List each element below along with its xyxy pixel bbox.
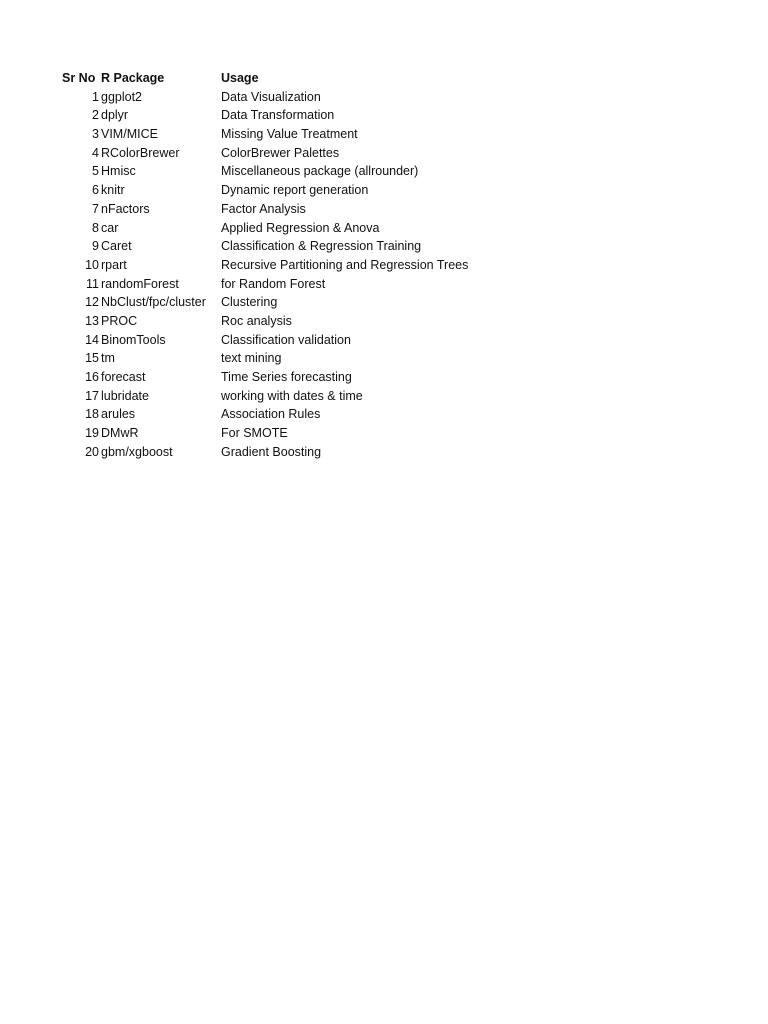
row-package: PROC bbox=[101, 313, 138, 328]
row-package: randomForest bbox=[101, 276, 179, 291]
row-usage: Classification validation bbox=[221, 332, 351, 347]
row-package: dplyr bbox=[101, 108, 129, 123]
row-number: 5 bbox=[92, 164, 99, 179]
row-usage: Dynamic report generation bbox=[221, 183, 369, 198]
row-package: RColorBrewer bbox=[101, 145, 180, 160]
row-package: ggplot2 bbox=[101, 89, 143, 104]
row-number: 13 bbox=[85, 313, 99, 328]
row-number: 12 bbox=[85, 295, 99, 310]
header-usage: Usage bbox=[221, 71, 259, 85]
row-number: 19 bbox=[85, 426, 99, 441]
header-r-package: R Package bbox=[101, 71, 165, 85]
row-package: Hmisc bbox=[101, 164, 136, 179]
row-usage: Gradient Boosting bbox=[221, 444, 322, 459]
row-number: 17 bbox=[85, 388, 99, 403]
row-usage: Classification & Regression Training bbox=[221, 239, 422, 254]
row-usage: Roc analysis bbox=[221, 313, 292, 328]
row-number: 8 bbox=[92, 220, 99, 235]
row-usage: ColorBrewer Palettes bbox=[221, 145, 340, 160]
row-package: gbm/xgboost bbox=[101, 444, 173, 459]
row-package: knitr bbox=[101, 183, 125, 198]
row-package: forecast bbox=[101, 370, 146, 384]
row-package: lubridate bbox=[101, 388, 149, 403]
row-usage: Data Visualization bbox=[221, 89, 321, 104]
row-usage: Clustering bbox=[221, 295, 278, 310]
row-package: BinomTools bbox=[101, 332, 166, 347]
header-sr-no: Sr No bbox=[62, 71, 96, 85]
row-number: 11 bbox=[86, 276, 99, 291]
row-number: 6 bbox=[92, 183, 99, 198]
row-usage: working with dates & time bbox=[221, 388, 363, 403]
row-number: 4 bbox=[92, 145, 99, 160]
row-usage: Factor Analysis bbox=[221, 201, 306, 216]
row-package: Caret bbox=[101, 239, 132, 254]
row-number: 16 bbox=[85, 370, 99, 384]
row-usage: Data Transformation bbox=[221, 108, 335, 123]
row-usage: For SMOTE bbox=[221, 426, 288, 441]
row-number: 14 bbox=[85, 332, 99, 347]
row-usage: Applied Regression & Anova bbox=[221, 220, 380, 235]
row-usage: Missing Value Treatment bbox=[221, 127, 358, 142]
row-usage: Recursive Partitioning and Regression Trees bbox=[221, 257, 469, 272]
row-package: arules bbox=[101, 407, 136, 422]
row-number: 7 bbox=[92, 201, 99, 216]
row-package: tm bbox=[101, 351, 115, 366]
row-package: DMwR bbox=[101, 426, 139, 441]
row-number: 18 bbox=[85, 407, 99, 422]
row-number: 3 bbox=[92, 127, 99, 142]
row-usage: Association Rules bbox=[221, 407, 321, 422]
row-number: 2 bbox=[92, 108, 99, 123]
row-number: 20 bbox=[85, 444, 99, 459]
row-package: nFactors bbox=[101, 201, 150, 216]
row-package: VIM/MICE bbox=[101, 127, 158, 142]
row-usage: text mining bbox=[221, 351, 282, 366]
row-package: car bbox=[101, 220, 119, 235]
row-usage: Time Series forecasting bbox=[221, 370, 352, 384]
row-number: 15 bbox=[85, 351, 99, 366]
row-package: rpart bbox=[101, 257, 127, 272]
row-number: 9 bbox=[92, 239, 99, 254]
row-usage: Miscellaneous package (allrounder) bbox=[221, 164, 419, 179]
row-number: 10 bbox=[85, 257, 99, 272]
row-number: 1 bbox=[92, 89, 99, 104]
row-package: NbClust/fpc/cluster bbox=[101, 295, 206, 310]
row-usage: for Random Forest bbox=[221, 276, 326, 291]
